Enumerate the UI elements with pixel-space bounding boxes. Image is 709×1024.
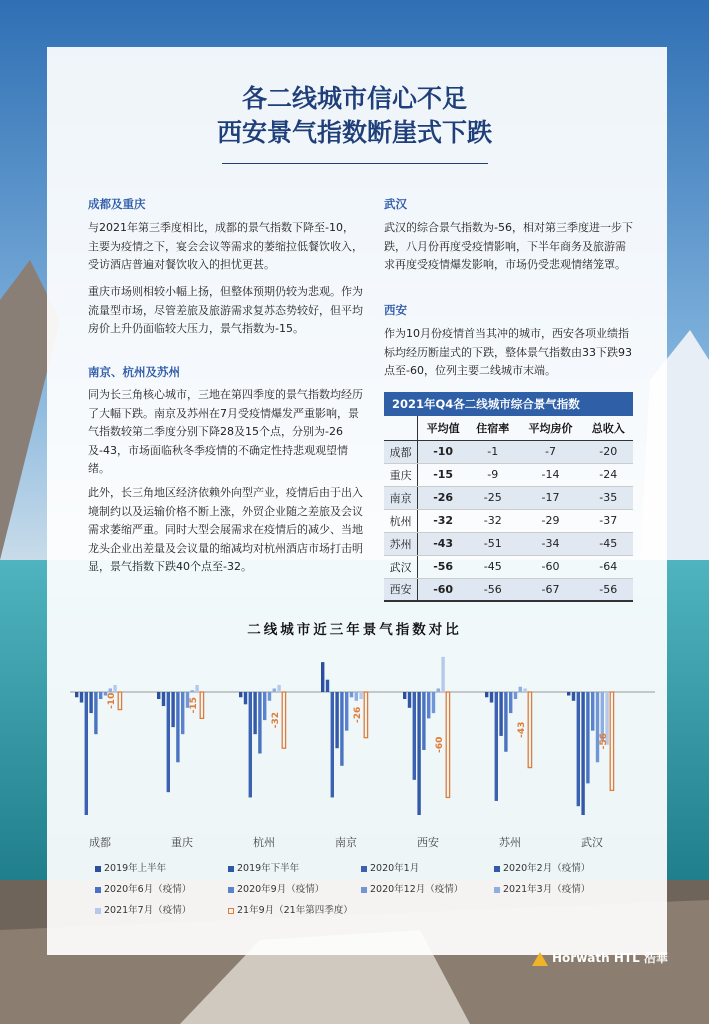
legend-swatch — [494, 887, 500, 893]
table-cell: -60 — [418, 578, 468, 601]
table-cell-city: 南京 — [384, 486, 418, 509]
chart-bar — [195, 685, 198, 692]
table-header: 住宿率 — [468, 416, 518, 440]
title-divider — [222, 163, 488, 164]
table-cell: -67 — [518, 578, 584, 601]
table-cell: -56 — [584, 578, 634, 601]
chart-bar — [596, 692, 599, 762]
table-cell: -37 — [584, 509, 634, 532]
paragraph-yangtze-cities: 同为长三角核心城市，三地在第四季度的景气指数均经历了大幅下跌。南京及苏州在7月受疫情爆发严重影响，景气指数较第二季度分别下降28及15个点，分别为-26及-43，市场面临秋冬季疫情的不确定性持悲观观望情绪。 — [88, 388, 363, 475]
chart-bar — [586, 692, 589, 783]
title-line-2: 西安景气指数断崖式下跌 — [216, 118, 492, 147]
chart-bar — [355, 692, 358, 701]
table-cell: -45 — [584, 532, 634, 555]
table-cell: -9 — [468, 463, 518, 486]
chart-bar — [249, 692, 252, 797]
chart-bar — [514, 692, 517, 699]
table-cell: -14 — [518, 463, 584, 486]
chart-bar — [253, 692, 256, 734]
table-cell-city: 西安 — [384, 578, 418, 601]
chart-bar — [75, 692, 78, 697]
chart-data-label: -10 — [107, 692, 118, 709]
table-header: 平均房价 — [518, 416, 584, 440]
legend-item — [228, 860, 299, 874]
legend-item — [95, 902, 191, 916]
table-cell-city: 杭州 — [384, 509, 418, 532]
chart-bar — [268, 692, 271, 701]
chart-bar — [427, 692, 430, 718]
chart-category-label: 杭州 — [253, 836, 275, 849]
chart-bar — [200, 692, 203, 718]
chart-bar — [162, 692, 165, 706]
table-row — [384, 578, 633, 601]
chart-bar — [417, 692, 420, 815]
heading-chengdu-chongqing: 成都及重庆 — [88, 197, 146, 211]
chart-data-label: -43 — [517, 721, 528, 738]
chart-data-label: -56 — [599, 733, 610, 750]
chart-bar — [89, 692, 92, 713]
table-cell: -34 — [518, 532, 584, 555]
legend-label: 2020年9月（疫情） — [237, 884, 325, 895]
chart-bar — [113, 685, 116, 692]
chart-data-label: -26 — [353, 706, 364, 723]
chart-bar — [109, 688, 112, 692]
legend-item — [494, 860, 590, 874]
table-row — [384, 463, 633, 486]
chart-bar — [359, 692, 362, 699]
chart-bar — [277, 685, 280, 692]
chart-bar — [509, 692, 512, 713]
paragraph-wuhan: 武汉的综合景气指数为-56，相对第三季度进一步下跌，八月份再度受疫情影响，下半年商务及旅游需求再度受疫情爆发影响，市场仍受悲观情绪笼罩。 — [384, 221, 633, 271]
chart-category-label: 成都 — [89, 836, 111, 849]
chart-bar — [321, 662, 324, 692]
chart-bar — [437, 688, 440, 692]
logo-triangle-icon — [532, 952, 548, 966]
legend-swatch — [361, 887, 367, 893]
chart-bar — [499, 692, 502, 736]
table-row — [384, 440, 633, 463]
legend-swatch — [95, 908, 101, 914]
heading-wuhan: 武汉 — [384, 197, 407, 211]
paragraph-yangtze-economy: 此外，长三角地区经济依赖外向型产业，疫情后由于出入境制约以及运输价格不断上涨，外贸企业随之差旅及会议需求萎缩严重。同时大型会展需求在疫情后的减少、当地龙头企业出差量及会议量的缩减均对杭州酒店市场打击明显，景气指数下跌40个点至-32。 — [88, 486, 363, 573]
table-cell-city: 武汉 — [384, 555, 418, 578]
chart-category-label: 武汉 — [581, 836, 603, 849]
table-cell: -20 — [584, 440, 634, 463]
legend-item — [95, 860, 166, 874]
table-header — [384, 416, 418, 440]
chart-bar — [504, 692, 507, 752]
table-cell: -29 — [518, 509, 584, 532]
chart-bar — [94, 692, 97, 734]
chart-bar — [413, 692, 416, 780]
chart-bar — [408, 692, 411, 708]
chart-bar — [364, 692, 367, 738]
table-cell: -25 — [468, 486, 518, 509]
table-row — [384, 532, 633, 555]
table-cell: -32 — [418, 509, 468, 532]
legend-label: 2021年7月（疫情） — [104, 905, 192, 916]
chart-bar — [167, 692, 170, 792]
chart-bar — [581, 692, 584, 815]
chart-bar — [331, 692, 334, 797]
chart-bar — [519, 687, 522, 692]
chart-bar — [610, 692, 613, 790]
legend-label: 2021年3月（疫情） — [503, 884, 591, 895]
table-cell: -45 — [468, 555, 518, 578]
chart-bar — [244, 692, 247, 704]
chart-bar — [157, 692, 160, 699]
bar-chart — [60, 640, 660, 852]
chart-bar — [495, 692, 498, 801]
legend-label: 21年9月（21年第四季度） — [237, 905, 353, 916]
chart-bar — [258, 692, 261, 754]
table-cell: -1 — [468, 440, 518, 463]
chart-category-label: 苏州 — [499, 836, 521, 849]
heading-nanjing-hangzhou-suzhou: 南京、杭州及苏州 — [88, 365, 180, 379]
legend-swatch — [95, 866, 101, 872]
legend-swatch — [228, 866, 234, 872]
table-cell: -56 — [418, 555, 468, 578]
chart-bar — [273, 688, 276, 692]
chart-bar — [441, 657, 444, 692]
chart-bar — [335, 692, 338, 748]
chart-bar — [577, 692, 580, 806]
table-row — [384, 509, 633, 532]
chart-title: 二线城市近三年景气指数对比 — [247, 622, 462, 638]
chart-bar — [490, 692, 493, 703]
chart-bar — [263, 692, 266, 720]
chart-bar — [350, 692, 353, 697]
table-caption: 2021年Q4各二线城市综合景气指数 — [384, 392, 633, 416]
chart-bar — [239, 692, 242, 697]
chart-bar — [345, 692, 348, 731]
legend-item — [228, 881, 324, 895]
table-cell: -24 — [584, 463, 634, 486]
chart-bar — [485, 692, 488, 697]
paragraph-chongqing: 重庆市场则相较小幅上扬，但整体预期仍较为悲观。作为流量型市场，尽管差旅及旅游需求复苏态势较好，但平均房价上升仍面临较大压力，景气指数为-15。 — [88, 285, 363, 335]
chart-category-label: 重庆 — [171, 836, 193, 849]
chart-bar — [403, 692, 406, 699]
table-cell-city: 苏州 — [384, 532, 418, 555]
chart-bar — [282, 692, 285, 748]
table-cell: -26 — [418, 486, 468, 509]
legend-swatch — [95, 887, 101, 893]
legend-label: 2020年6月（疫情） — [104, 884, 192, 895]
table-cell: -7 — [518, 440, 584, 463]
chart-bar — [432, 692, 435, 713]
chart-bar — [572, 692, 575, 701]
chart-bar — [340, 692, 343, 766]
table-cell: -10 — [418, 440, 468, 463]
legend-label: 2020年12月（疫情） — [370, 884, 464, 895]
page-title — [0, 82, 709, 150]
table-cell-city: 重庆 — [384, 463, 418, 486]
chart-bar — [176, 692, 179, 762]
chart-bar — [171, 692, 174, 727]
legend-label: 2020年1月 — [370, 863, 420, 874]
chart-bar — [80, 692, 83, 703]
title-line-1: 各二线城市信心不足 — [241, 84, 467, 113]
paragraph-chengdu: 与2021年第三季度相比，成都的景气指数下降至-10，主要为疫情之下，宴会会议等需求的萎缩拉低餐饮收入，受访酒店普遍对餐饮收入的担忧更甚。 — [88, 221, 363, 271]
table-row — [384, 555, 633, 578]
legend-swatch — [494, 866, 500, 872]
table-header: 总收入 — [584, 416, 634, 440]
table-header: 平均值 — [418, 416, 468, 440]
chart-data-label: -60 — [435, 736, 446, 753]
table-row — [384, 486, 633, 509]
table-cell: -51 — [468, 532, 518, 555]
paragraph-xian: 作为10月份疫情首当其冲的城市，西安各项业绩指标均经历断崖式的下跌，整体景气指数由33下跌93点至-60，位列主要二线城市末端。 — [384, 327, 632, 377]
chart-bar — [118, 692, 121, 710]
chart-bar — [591, 692, 594, 731]
table-cell-city: 成都 — [384, 440, 418, 463]
legend-swatch — [361, 866, 367, 872]
legend-item — [361, 860, 419, 874]
legend-swatch — [228, 908, 234, 914]
chart-bar — [528, 692, 531, 768]
legend-label: 2019年下半年 — [237, 863, 300, 874]
table-header-row — [384, 416, 633, 440]
chart-bar — [191, 690, 194, 692]
logo-text: Horwath HTL 浩華 — [552, 951, 668, 965]
horwath-logo — [532, 949, 668, 966]
table-cell: -43 — [418, 532, 468, 555]
table-cell: -56 — [468, 578, 518, 601]
chart-bar — [99, 692, 102, 699]
index-table — [384, 392, 633, 602]
table-cell: -15 — [418, 463, 468, 486]
legend-item — [494, 881, 590, 895]
table-cell: -17 — [518, 486, 584, 509]
legend-label: 2019年上半年 — [104, 863, 167, 874]
legend-item — [228, 902, 353, 916]
chart-bar — [326, 680, 329, 692]
table-cell: -32 — [468, 509, 518, 532]
table-cell: -64 — [584, 555, 634, 578]
chart-data-label: -15 — [189, 697, 200, 714]
table-cell: -60 — [518, 555, 584, 578]
chart-bar — [422, 692, 425, 750]
chart-category-label: 南京 — [335, 836, 357, 849]
legend-swatch — [228, 887, 234, 893]
table-cell: -35 — [584, 486, 634, 509]
chart-data-label: -32 — [271, 711, 282, 729]
chart-bar — [85, 692, 88, 815]
chart-bar — [567, 692, 570, 696]
legend-item — [95, 881, 191, 895]
legend-label: 2020年2月（疫情） — [503, 863, 591, 874]
heading-xian: 西安 — [384, 303, 407, 317]
chart-category-label: 西安 — [417, 836, 439, 849]
chart-bar — [446, 692, 449, 797]
chart-bar — [523, 688, 526, 692]
legend-item — [361, 881, 463, 895]
chart-bar — [181, 692, 184, 734]
